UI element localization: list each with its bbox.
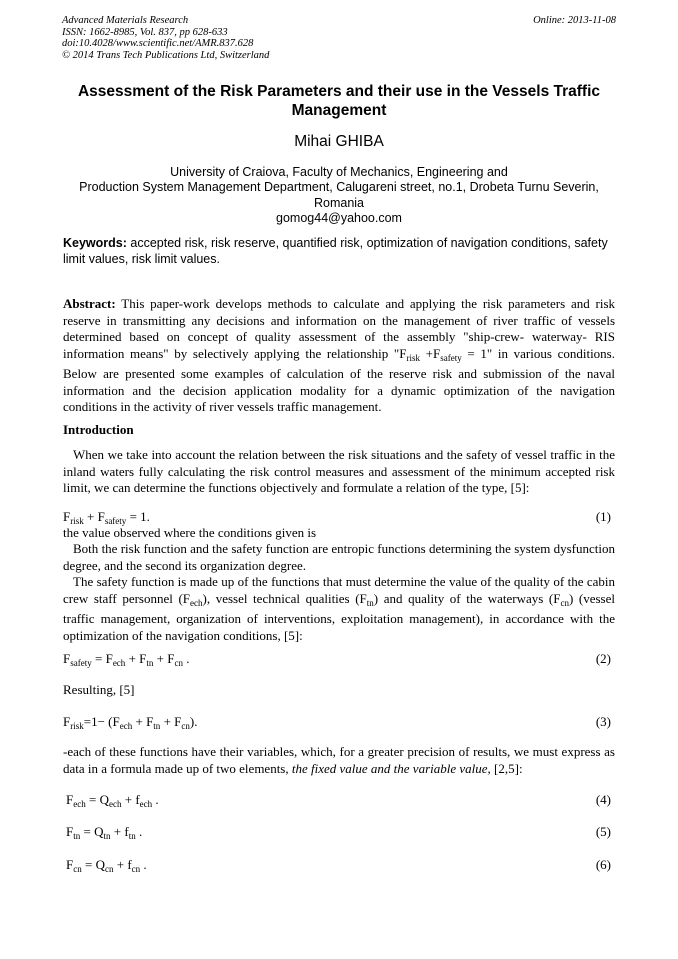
equation-number: (6)	[595, 857, 611, 872]
symbol: F	[66, 857, 74, 872]
equation-3: $F_{risk}=1- (F_{ech} + F_{tn} + F_{cn})$. (3)	[63, 714, 611, 731]
affiliation-line: Production System Management Department, Calugareni street, no.1, Drobeta Turnu Severin,	[79, 180, 599, 195]
subscript: ech	[73, 799, 86, 809]
symbol: F	[174, 714, 182, 729]
symbol: F	[146, 714, 154, 729]
symbol: Q	[94, 824, 104, 839]
symbol: F	[63, 651, 71, 666]
text: ), vessel technical qualities (F	[202, 590, 367, 606]
subscript: tn	[73, 831, 81, 841]
equation-5: $F_{tn} = Q_{tn} + f_{tn}$ . (5)	[66, 824, 611, 841]
abstract	[63, 296, 615, 416]
paragraph: Resulting, [5]	[63, 682, 135, 697]
equation-number: (2)	[595, 651, 611, 666]
subscript: risk	[406, 352, 420, 363]
keywords	[63, 236, 615, 267]
running-header	[62, 15, 616, 61]
subscript: ech	[108, 799, 122, 809]
symbol: F	[66, 792, 74, 807]
abstract-label: Abstract:	[63, 296, 116, 311]
equation-number: (3)	[595, 714, 611, 729]
author-name: Mihai GHIBA	[294, 133, 384, 150]
equation-4: $F_{ech} = Q_{ech} + f_{ech}$ . (4)	[66, 792, 611, 809]
subscript: cn	[131, 864, 141, 874]
abstract-text: +F	[419, 345, 441, 361]
subscript: ech	[190, 597, 203, 608]
subscript: tn	[153, 721, 161, 731]
symbol: F	[112, 714, 120, 729]
equation-2: $F_{safety} = F_{ech} + F_{tn} + F_{cn}$ . (2)	[63, 651, 611, 668]
abstract-text: = 1" in various conditions. Below are presented some examples of calculation of the reserve risk and submission of the naval information and the decision application modality for a dynamic optimization of the navigation conditions in the activity of river vessels traffic management.	[63, 345, 615, 414]
journal-name: Advanced Materials Research	[62, 15, 189, 26]
subscript: safety	[104, 516, 127, 526]
symbol: f	[135, 792, 140, 807]
symbol: Q	[99, 792, 109, 807]
subscript: ech	[119, 721, 133, 731]
subscript: tn	[146, 658, 154, 668]
subscript: tn	[128, 831, 136, 841]
affiliation-line: University of Craiova, Faculty of Mechanics, Engineering and	[170, 165, 508, 179]
paragraph	[63, 744, 615, 777]
symbol: F	[97, 509, 105, 524]
symbol: F	[63, 509, 71, 524]
symbol: F	[66, 824, 74, 839]
paragraph: When we take into account the relation between the risk situations and the safety of vessel traffic in the inland waters fully calculating the risk control measures and assessment of the minimum accepted risk limit, we can determine the functions objectively and formulate a relation of the type, [5]:	[63, 447, 615, 495]
equation-number: (1)	[595, 509, 611, 524]
issn: ISSN: 1662-8985, Vol. 837, pp 628-633	[62, 26, 228, 38]
subscript: tn	[103, 831, 111, 841]
subscript: risk	[70, 516, 84, 526]
keywords-text: accepted risk, risk reserve, quantified risk, optimization of navigation conditions, safety limit values, risk limit values.	[63, 236, 608, 266]
affiliation	[62, 165, 616, 227]
subscript: tn	[366, 597, 374, 608]
subscript: safety	[70, 658, 92, 668]
symbol: F	[139, 651, 147, 666]
text: ) and quality of the waterways (F	[373, 590, 561, 606]
symbol: Q	[95, 857, 105, 872]
equation-number: (5)	[595, 824, 611, 839]
text: The safety function is made up of the functions that must determine the value of the quality of the cabin crew staff personnel (F	[63, 574, 615, 606]
subscript: safety	[440, 352, 462, 363]
paper-title: Assessment of the Risk Parameters and their use in the Vessels Traffic Management	[77, 83, 601, 119]
section-heading: Introduction	[63, 422, 134, 437]
symbol: F	[167, 651, 175, 666]
subscript: cn	[181, 721, 190, 731]
symbol: F	[105, 651, 113, 666]
text: [2,5]:	[490, 760, 523, 776]
paragraph: the value observed where the conditions given is	[63, 525, 317, 540]
paragraph	[63, 574, 615, 644]
equation-1: $F_{risk} + F_{safety} = 1$. (1)	[63, 509, 611, 526]
affiliation-line: Romania	[313, 195, 365, 210]
subscript: ech	[112, 658, 126, 668]
online-date: Online: 2013-11-08	[533, 15, 616, 26]
doi: doi:10.4028/www.scientific.net/AMR.837.628	[62, 38, 254, 50]
subscript: ech	[139, 799, 153, 809]
symbol: f	[127, 857, 132, 872]
text: ) (vessel traffic management, organization of interventions, exploitation management), in accordance with the optimization of the navigation conditions, [5]:	[63, 590, 615, 643]
copyright: © 2014 Trans Tech Publications Ltd, Switzerland	[62, 49, 270, 61]
subscript: cn	[560, 597, 569, 608]
symbol: F	[63, 714, 71, 729]
equation-6: $F_{cn} = Q_{cn} + f_{cn}$ . (6)	[66, 857, 611, 874]
abstract-text: This paper-work develops methods to calculate and applying the risk parameters and risk reserve in transmitting any decisions and information on the management of river traffic of vessels determined based on concept of quality assessment of the assembly "ship-crew- waterway- RIS information means" by selectively applying the relationship "F	[63, 296, 615, 361]
subscript: cn	[104, 864, 114, 874]
italic-text: the fixed value and the variable value,	[291, 760, 491, 776]
symbol: f	[124, 824, 129, 839]
equation-number: (4)	[595, 792, 611, 807]
subscript: cn	[73, 864, 82, 874]
keywords-label: Keywords:	[63, 236, 127, 250]
subscript: risk	[70, 721, 84, 731]
subscript: cn	[174, 658, 183, 668]
text: -each of these functions have their variables, which, for a greater precision of results, we must express as data in a formula made up of two elements,	[63, 744, 615, 776]
author-email[interactable]: gomog44@yahoo.com	[276, 211, 402, 226]
paragraph: Both the risk function and the safety function are entropic functions determining the system dysfunction degree, and the second its organization degree.	[63, 541, 615, 573]
